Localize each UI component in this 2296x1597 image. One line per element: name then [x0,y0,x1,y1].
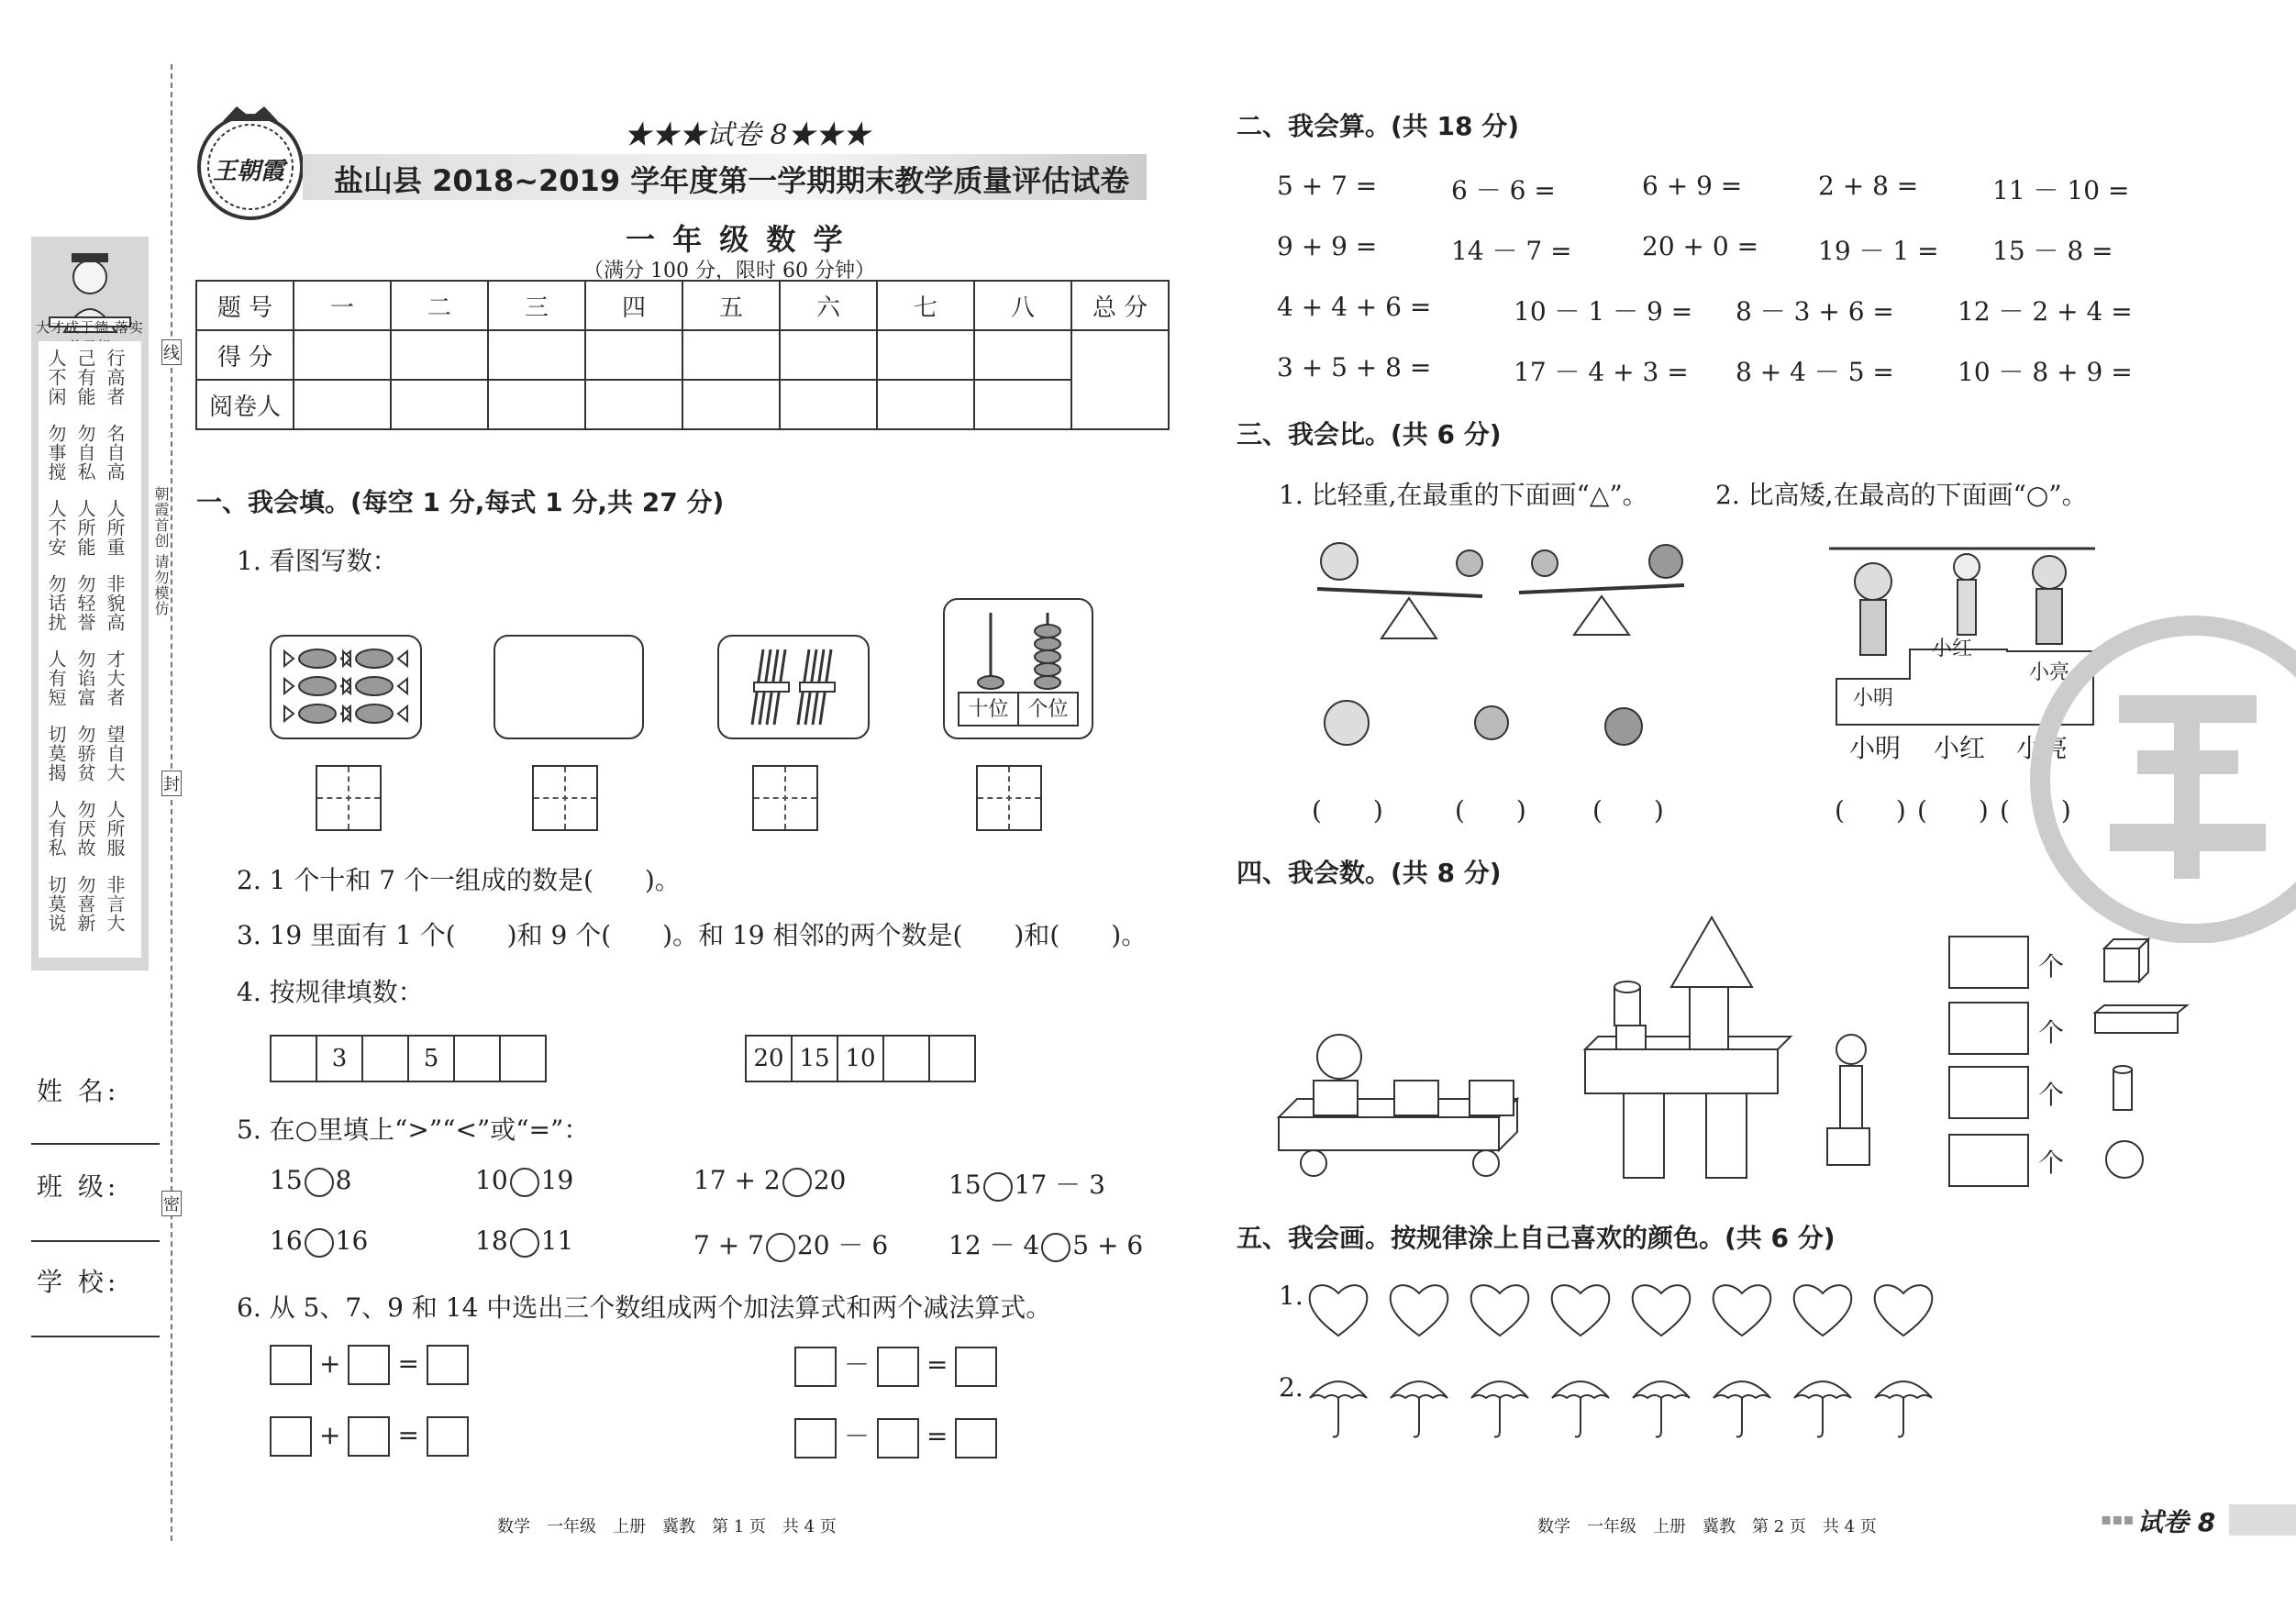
paren-height-1[interactable]: ( ) [1835,795,1906,826]
squirrel-icon [1605,708,1642,745]
q1-5-label: 5. 在○里填上“>”“<”或“=”： [237,1115,590,1145]
compare-item [693,1225,888,1262]
seq1-cell[interactable] [455,1037,501,1081]
motto-phrase: 人有短 [45,649,67,707]
heart-icon[interactable] [1468,1279,1532,1339]
grader-cell[interactable] [294,380,391,429]
q1-4-label: 4. 按规律填数： [237,977,424,1007]
grader-cell[interactable] [682,380,780,429]
row-label-grader: 阅卷人 [196,380,294,429]
operator: + [319,1419,341,1450]
compare-circle[interactable] [766,1233,795,1262]
section-3-title: 三、我会比。(共 6 分) [1237,419,1502,449]
calc-problem: 6 + 9 = [1642,171,1743,201]
count-box-cuboid[interactable] [1948,1002,2029,1055]
blank-box[interactable] [270,1345,312,1385]
blank-box[interactable] [348,1345,390,1385]
shape-icons [2091,936,2202,1183]
count-box-cylinder[interactable] [1948,1066,2029,1119]
seq1-cell[interactable] [501,1037,545,1081]
calc-problem: 6 － 6 = [1451,175,1556,205]
col-6: 六 [780,281,877,330]
compare-item [948,1165,1105,1202]
paren-height-2[interactable]: ( ) [1917,795,1989,826]
seq1-cell: 5 [409,1037,455,1081]
umbrella-icon[interactable] [1629,1370,1693,1444]
blank-box[interactable] [427,1345,469,1385]
compare-right: 16 [335,1225,369,1256]
heart-icon[interactable] [1306,1279,1370,1339]
calc-problem: 9 + 9 = [1277,231,1378,261]
compare-left: 17 + 2 [693,1165,781,1195]
blank-box[interactable] [877,1347,919,1387]
name-label: 姓 名: [37,1076,120,1106]
answer-grid-1[interactable] [316,765,382,831]
sticks-picture [717,635,870,739]
compare-right: 8 [335,1165,352,1195]
compare-right: 20 [813,1165,847,1195]
count-box-cube[interactable] [1948,936,2029,989]
blank-box[interactable] [794,1418,837,1458]
school-label: 学 校: [37,1267,120,1297]
paren-2[interactable]: ( ) [1455,795,1526,826]
binding-mark-3: 密 [161,1191,182,1216]
compare-item [270,1225,368,1258]
umbrella-icon[interactable] [1468,1370,1532,1444]
calc-problem: 10 － 1 － 9 = [1514,296,1693,327]
row-label-score: 得 分 [196,330,294,380]
q1-3: 3. 19 里面有 1 个( )和 9 个( )。和 19 相邻的两个数是( )和( )。 [237,920,1148,950]
compare-left: 16 [270,1225,303,1256]
motto-phrase: 望自大 [104,725,126,782]
q3-2: 2. 比高矮,在最高的下面画“○”。 [1715,480,2088,510]
section-4-title: 四、我会数。(共 8 分) [1237,858,1502,888]
compare-item [270,1165,351,1197]
sidebar-banner: 大才成于德 落实 [36,319,144,336]
binding-mark-1: 线 [161,339,182,365]
cuboid-icon [2095,1013,2178,1033]
motto-phrase: 名自高 [104,424,126,482]
step-label-xiaohong: 小红 [1932,638,1973,660]
grader-cell[interactable] [391,380,488,429]
motto-phrase: 人所服 [104,800,126,858]
col-total: 总 分 [1071,281,1169,330]
abacus-picture [943,598,1093,739]
animal-options [1299,686,1703,769]
grader-cell[interactable] [877,380,974,429]
class-label: 班 级: [37,1171,120,1202]
brand-logo-text: 王朝霞 [213,158,285,185]
blank-box[interactable] [877,1418,919,1458]
copyright-notice: 朝霞首创 请勿模仿 [152,486,170,617]
compare-circle[interactable] [510,1228,539,1258]
seesaw-illustration [1299,536,1703,655]
q1-6-label: 6. 从 5、7、9 和 14 中选出三个数组成两个加法算式和两个减法算式。 [237,1292,1052,1323]
score-cell[interactable] [294,330,391,380]
umbrella-icon[interactable] [1387,1370,1451,1444]
paren-3[interactable]: ( ) [1592,795,1664,826]
seq1-cell[interactable] [272,1037,317,1081]
col-8: 八 [974,281,1071,330]
motto-phrase: 非言大 [104,875,126,933]
motto-phrase: 切莫说 [45,875,67,933]
compare-item [948,1225,1143,1262]
answer-grid-3[interactable] [752,765,818,831]
unit-4: 个 [2038,1148,2065,1178]
compare-item [693,1165,846,1197]
calc-problem: 15 － 8 = [1992,236,2113,266]
footer-right: 数学 一年级 上册 冀教 第 2 页 共 4 页 [1537,1517,1877,1536]
equals-sign: = [397,1419,419,1450]
compare-circle[interactable] [305,1168,334,1197]
seq2-cell: 20 [747,1037,793,1081]
compare-right: 20 － 6 [796,1230,889,1260]
score-table [195,280,1170,430]
equals-sign: = [926,1349,948,1380]
score-cell[interactable] [877,330,974,380]
ones-label: 个位 [1027,698,1069,721]
heart-icon[interactable] [1548,1279,1613,1339]
boy-xiaoming-icon [1855,563,1891,600]
row-2-label: 2. [1279,1372,1303,1403]
heart-icon[interactable] [1710,1279,1774,1339]
binding-line [171,64,172,1541]
calc-problem: 4 + 4 + 6 = [1277,292,1432,322]
footer-left: 数学 一年级 上册 冀教 第 1 页 共 4 页 [497,1517,837,1536]
sequence-2 [745,1035,976,1082]
heart-icon[interactable] [1871,1279,1936,1339]
answer-grid-2[interactable] [532,765,598,831]
girl-xiaohong-icon [1954,554,1980,580]
compare-left: 10 [475,1165,508,1195]
blank-box[interactable] [270,1416,312,1457]
seq2-cell: 15 [793,1037,838,1081]
score-cell[interactable] [780,330,877,380]
score-cell[interactable] [391,330,488,380]
heart-icon[interactable] [1791,1279,1855,1339]
candy-icon [272,637,420,738]
answer-grid-4[interactable] [976,765,1042,831]
equation-row [270,1345,469,1385]
compare-left: 12 － 4 [948,1230,1040,1260]
operator: － [844,1421,871,1451]
umbrella-icon[interactable] [1548,1370,1613,1444]
name-xiaoming: 小明 [1849,733,1902,763]
row-label-number: 题 号 [196,281,294,330]
blank-box[interactable] [348,1416,390,1457]
score-cell[interactable] [488,330,585,380]
row-1-label: 1. [1279,1281,1303,1311]
col-1: 一 [294,281,391,330]
paren-1[interactable]: ( ) [1312,795,1383,826]
boy-xiaoliang-icon [2033,556,2066,589]
unit-2: 个 [2038,1017,2065,1048]
grader-cell[interactable] [585,380,682,429]
bundle-sticks-icon [719,637,868,738]
calc-problem: 3 + 5 + 8 = [1277,352,1432,383]
compare-right: 19 [540,1165,574,1195]
blank-box[interactable] [955,1347,997,1387]
grader-cell[interactable] [974,380,1071,429]
grader-cell[interactable] [488,380,585,429]
compare-item [475,1165,573,1197]
motto-phrase: 己有能 [74,349,96,406]
umbrella-icon[interactable] [1306,1370,1370,1444]
paren-height-3[interactable]: ( ) [2000,795,2071,826]
calc-problem: 14 － 7 = [1451,236,1572,266]
exam-badge: ★★★试卷 8★★★ [624,119,871,151]
panda-icon [1325,701,1369,745]
compare-circle[interactable] [782,1168,812,1197]
calc-problem: 12 － 2 + 4 = [1958,296,2133,327]
motto-phrase: 勿轻誉 [74,574,96,632]
calc-problem: 8 － 3 + 6 = [1736,296,1894,327]
seq1-cell[interactable] [363,1037,409,1081]
abacus-place-labels [958,692,1079,726]
motto-phrase: 勿自私 [74,424,96,482]
compare-item [475,1225,573,1258]
confidential-stamp [2018,613,2296,943]
compare-right: 17 － 3 [1014,1170,1105,1200]
sphere-icon [2106,1141,2143,1178]
blank-box[interactable] [955,1418,997,1458]
calc-problem: 17 － 4 + 3 = [1514,357,1689,387]
abacus-icon [945,600,1092,701]
score-cell[interactable] [682,330,780,380]
compare-left: 15 [948,1170,982,1200]
calc-problem: 19 － 1 = [1818,236,1939,266]
exam-note: （满分 100 分，限时 60 分钟） [583,260,875,283]
umbrella-icon[interactable] [1791,1370,1855,1444]
section-1-title: 一、我会填。(每空 1 分,每式 1 分,共 27 分) [196,487,725,517]
compare-circle[interactable] [305,1228,334,1258]
name-xiaohong: 小红 [1934,733,1986,763]
compare-left: 7 + 7 [693,1230,764,1260]
section-5-title: 五、我会画。按规律涂上自己喜欢的颜色。(共 6 分) [1237,1223,1836,1253]
calc-problem: 11 － 10 = [1992,175,2130,205]
calc-problem: 2 + 8 = [1818,171,1919,201]
monkey-icon [1475,706,1508,739]
motto-phrase: 勿事搅 [45,424,67,482]
motto-phrase: 行高者 [104,349,126,406]
count-box-sphere[interactable] [1948,1134,2029,1187]
equation-row [270,1416,469,1457]
cylinder-icon [2113,1070,2132,1110]
compare-circle[interactable] [510,1168,539,1197]
equals-sign: = [397,1347,419,1379]
q1-1-label: 1. 看图写数： [237,546,398,576]
blank-box[interactable] [427,1416,469,1457]
heart-icon[interactable] [1387,1279,1451,1339]
equation-row [794,1345,997,1387]
col-7: 七 [877,281,974,330]
seq2-cell: 10 [838,1037,884,1081]
school-line[interactable] [31,1336,160,1337]
motto-phrase: 才大者 [104,649,126,707]
motto-phrase: 人所能 [74,499,96,557]
blocks-illustration [1275,914,1862,1189]
operator: + [319,1347,341,1379]
cube-icon [2104,948,2139,981]
tag-dots-icon: ▪▪▪ [2101,1510,2135,1529]
score-cell[interactable] [974,330,1071,380]
equals-sign: = [926,1421,948,1451]
motto-phrase: 勿厌故 [74,800,96,858]
compare-left: 18 [475,1225,508,1256]
tag-bar [2229,1504,2296,1536]
operator: － [844,1349,871,1380]
compare-right: 11 [540,1225,574,1256]
unit-1: 个 [2038,951,2065,981]
binding-mark-2: 封 [161,771,182,796]
motto-phrase: 勿谄富 [74,649,96,707]
calc-problem: 5 + 7 = [1277,171,1378,201]
tens-label: 十位 [959,693,1019,725]
motto-phrase: 人不安 [45,499,67,557]
seq2-cell[interactable] [930,1037,974,1081]
calc-problem: 20 + 0 = [1642,231,1759,261]
motto-phrase: 勿话扰 [45,574,67,632]
calc-problem: 8 + 4 － 5 = [1736,357,1894,387]
seq1-cell: 3 [317,1037,363,1081]
motto-phrase: 人有私 [45,800,67,858]
col-3: 三 [488,281,585,330]
total-cell[interactable] [1071,330,1169,429]
umbrella-icon[interactable] [1710,1370,1774,1444]
score-cell[interactable] [585,330,682,380]
sequence-1 [270,1035,547,1082]
motto-phrase: 勿喜新 [74,875,96,933]
col-2: 二 [391,281,488,330]
motto-phrase: 人所重 [104,499,126,557]
motto-phrase: 勿骄贫 [74,725,96,782]
exam-title: 盐山县 2018~2019 学年度第一学期期末教学质量评估试卷 [334,163,1130,198]
class-line[interactable] [31,1240,160,1242]
cylinder-ball-stack [1824,1033,1879,1170]
compare-circle[interactable] [1041,1233,1070,1262]
unit-3: 个 [2038,1080,2065,1110]
umbrella-icon[interactable] [1871,1370,1936,1444]
compare-circle[interactable] [983,1172,1013,1202]
motto-phrase: 人不闲 [45,349,67,406]
section-2-title: 二、我会算。(共 18 分) [1237,111,1520,141]
col-4: 四 [585,281,682,330]
compare-left: 15 [270,1165,303,1195]
heart-icon[interactable] [1629,1279,1693,1339]
tag-label: 试卷 8 [2137,1507,2216,1537]
blank-box[interactable] [794,1347,837,1387]
subject-title: 一 年 级 数 学 [626,222,847,257]
equation-row [794,1416,997,1458]
col-5: 五 [682,281,780,330]
q1-2: 2. 1 个十和 7 个一组成的数是( )。 [237,865,681,895]
name-line[interactable] [31,1143,160,1145]
motto-phrase: 非貌高 [104,574,126,632]
name-xiaoliang: 小亮 [2016,733,2069,763]
step-label-xiaoliang: 小亮 [2029,661,2070,684]
motto-phrase: 切莫揭 [45,725,67,782]
seq2-cell[interactable] [884,1037,930,1081]
candy-picture [270,635,422,739]
empty-picture [494,635,644,739]
compare-right: 5 + 6 [1072,1230,1144,1260]
grader-cell[interactable] [780,380,877,429]
step-label-xiaoming: 小明 [1853,687,1894,710]
calc-problem: 10 － 8 + 9 = [1958,357,2133,387]
q3-1: 1. 比轻重,在最重的下面画“△”。 [1279,480,1648,510]
